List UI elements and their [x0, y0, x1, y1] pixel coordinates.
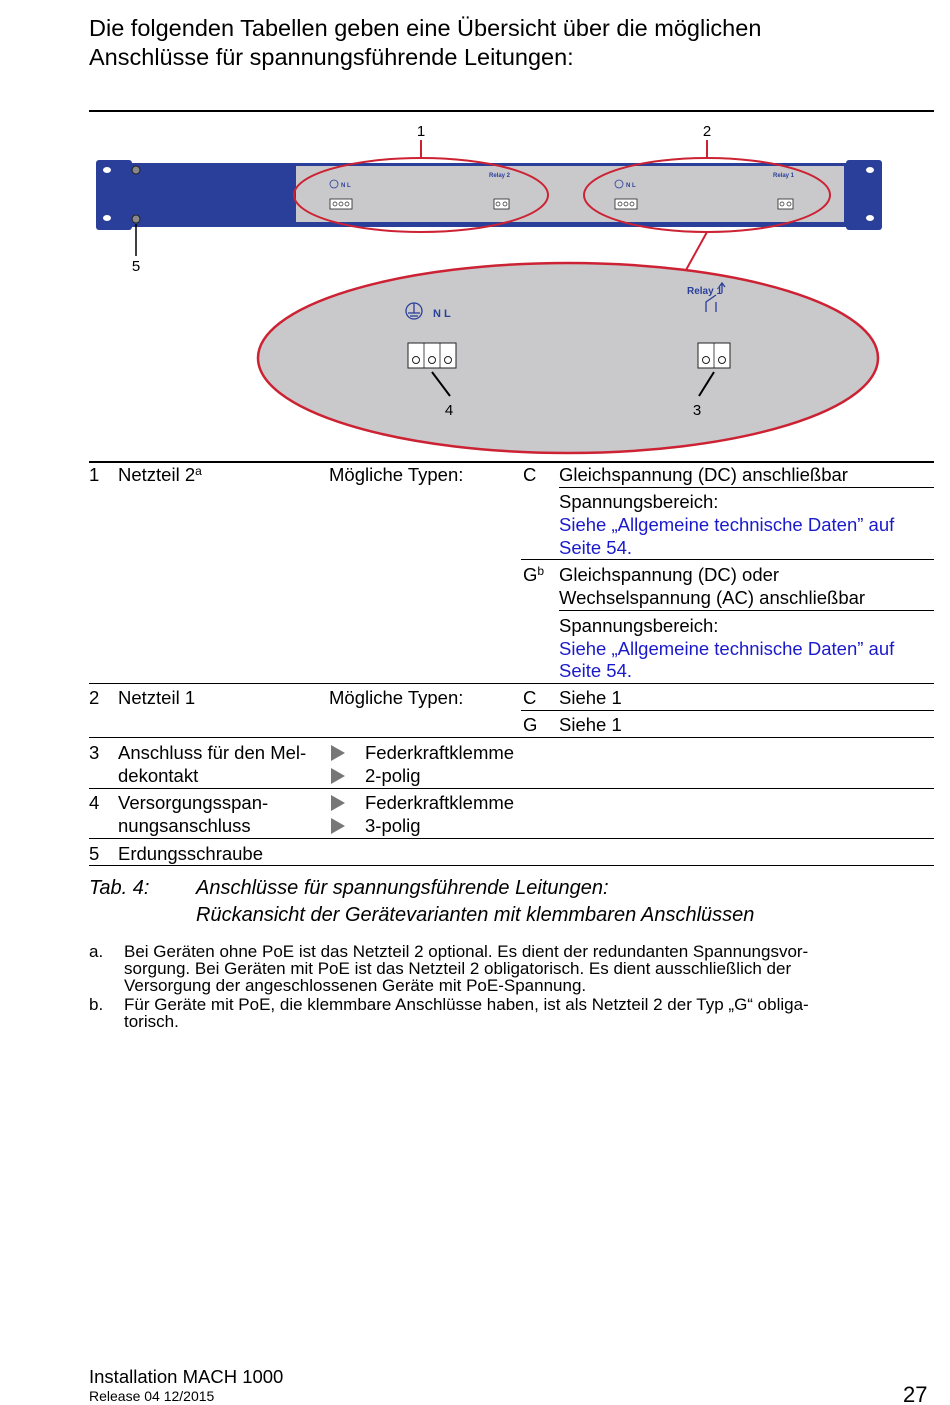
callout-4: 4 — [444, 402, 454, 419]
chassis-nl-label-right: N L — [626, 183, 636, 189]
row1-code-g: $G^b$ — [523, 564, 545, 585]
zoom-nl-label: N L — [433, 308, 451, 320]
callout-5: 5 — [131, 258, 141, 275]
row2-num: 2 — [89, 687, 100, 708]
row1-g-range-link-2[interactable]: Seite 54. — [559, 660, 633, 681]
intro-line-2: Anschlüsse für spannungsführende Leitungen: — [89, 44, 574, 70]
footnote-a-label: a. — [89, 942, 104, 961]
row1-code-c: C — [523, 464, 537, 485]
row1-num: 1 — [89, 464, 100, 485]
row3-name-1: Anschluss für den Mel- — [118, 742, 307, 763]
row1-c-range-link-2[interactable]: Seite 54. — [559, 537, 633, 558]
bullet-triangle-icon — [331, 768, 345, 784]
row1-types-label: Mögliche Typen: — [329, 464, 464, 485]
row2-name: Netzteil 1 — [118, 687, 196, 708]
bullet-triangle-icon — [331, 795, 345, 811]
chassis-relay1-label: Relay 1 — [773, 173, 795, 179]
zoom-terminal-2pole — [698, 343, 730, 368]
footnote-a-line-2: sorgung. Bei Geräten mit PoE ist das Netzteil 2 obligatorisch. Es dient ausschließlich der — [124, 959, 792, 978]
row1-g-desc-1: Gleichspannung (DC) oder — [559, 564, 780, 585]
footnote-b-line-1: Für Geräte mit PoE, die klemmbare Anschlüsse haben, ist als Netzteil 2 der Typ „G“ obliga- — [124, 995, 809, 1014]
footnote-a-line-3: Versorgung der angeschlossenen Geräte mit PoE-Spannung. — [124, 976, 587, 995]
row3-name-2: dekontakt — [118, 765, 199, 786]
row1-c-range-link-1[interactable]: Siehe „Allgemeine technische Daten” auf — [559, 514, 895, 535]
row1-c-desc: Gleichspannung (DC) anschließbar — [559, 464, 848, 485]
chassis-nl-label-left: N L — [341, 183, 351, 189]
rule-r4 — [89, 838, 934, 839]
caption-label: Tab. 4: — [89, 877, 150, 899]
rule-r1 — [89, 683, 934, 684]
zoom-relay1-label: Relay 1 — [687, 286, 723, 297]
bullet-triangle-icon — [331, 745, 345, 761]
rule-r3 — [89, 788, 934, 789]
rule-r1g — [559, 610, 934, 611]
row3-bullet-2: 2-polig — [365, 765, 421, 786]
row2-code-c: C — [523, 687, 537, 708]
row2-c-desc: Siehe 1 — [559, 687, 622, 708]
row2-types-label: Mögliche Typen: — [329, 687, 464, 708]
intro-line-1: Die folgenden Tabellen geben eine Übersicht über die möglichen — [89, 15, 762, 41]
bullet-triangle-icon — [331, 818, 345, 834]
row4-bullet-1: Federkraftklemme — [365, 792, 515, 813]
row4-name-2: nungsanschluss — [118, 815, 251, 836]
footer-release: Release 04 12/2015 — [89, 1388, 215, 1404]
row1-c-range-label: Spannungsbereich: — [559, 491, 719, 512]
rule-r2 — [89, 737, 934, 738]
device-rear-view-figure — [0, 0, 950, 460]
device-chassis — [96, 160, 882, 230]
rule-r1c-range — [521, 559, 934, 560]
chassis-relay2-label: Relay 2 — [489, 173, 511, 179]
zoom-terminal-3pole — [408, 343, 456, 368]
callout-2: 2 — [702, 123, 712, 140]
rule-r1c — [559, 487, 934, 488]
row1-name: Netzteil 2$^a$ — [118, 464, 202, 485]
row5-name: Erdungsschraube — [118, 843, 264, 864]
row4-name-1: Versorgungsspan- — [118, 792, 269, 813]
footnote-b-line-2: torisch. — [124, 1012, 179, 1031]
table-bottom-rule — [89, 865, 934, 866]
caption-line-2: Rückansicht der Gerätevarianten mit klemmbaren Anschlüssen — [196, 904, 755, 926]
row1-g-range-link-1[interactable]: Siehe „Allgemeine technische Daten” auf — [559, 638, 895, 659]
row2-code-g: G — [523, 714, 538, 735]
callout-1: 1 — [416, 123, 426, 140]
row1-g-range-label: Spannungsbereich: — [559, 615, 719, 636]
page-number: 27 — [903, 1382, 928, 1405]
footnote-b-label: b. — [89, 995, 104, 1014]
rule-r2c — [521, 710, 934, 711]
row4-bullet-2: 3-polig — [365, 815, 421, 836]
row3-bullet-1: Federkraftklemme — [365, 742, 515, 763]
footer-title: Installation MACH 1000 — [89, 1366, 284, 1387]
footnote-a-line-1: Bei Geräten ohne PoE ist das Netzteil 2 optional. Es dient der redundanten Spannungsvor- — [124, 942, 809, 961]
row1-g-desc-2: Wechselspannung (AC) anschließbar — [559, 587, 866, 608]
row4-num: 4 — [89, 792, 100, 813]
caption-line-1: Anschlüsse für spannungsführende Leitungen: — [196, 877, 609, 899]
row2-g-desc: Siehe 1 — [559, 714, 622, 735]
row5-num: 5 — [89, 843, 100, 864]
zoom-detail — [258, 263, 878, 453]
row3-num: 3 — [89, 742, 100, 763]
callout-3: 3 — [692, 402, 702, 419]
